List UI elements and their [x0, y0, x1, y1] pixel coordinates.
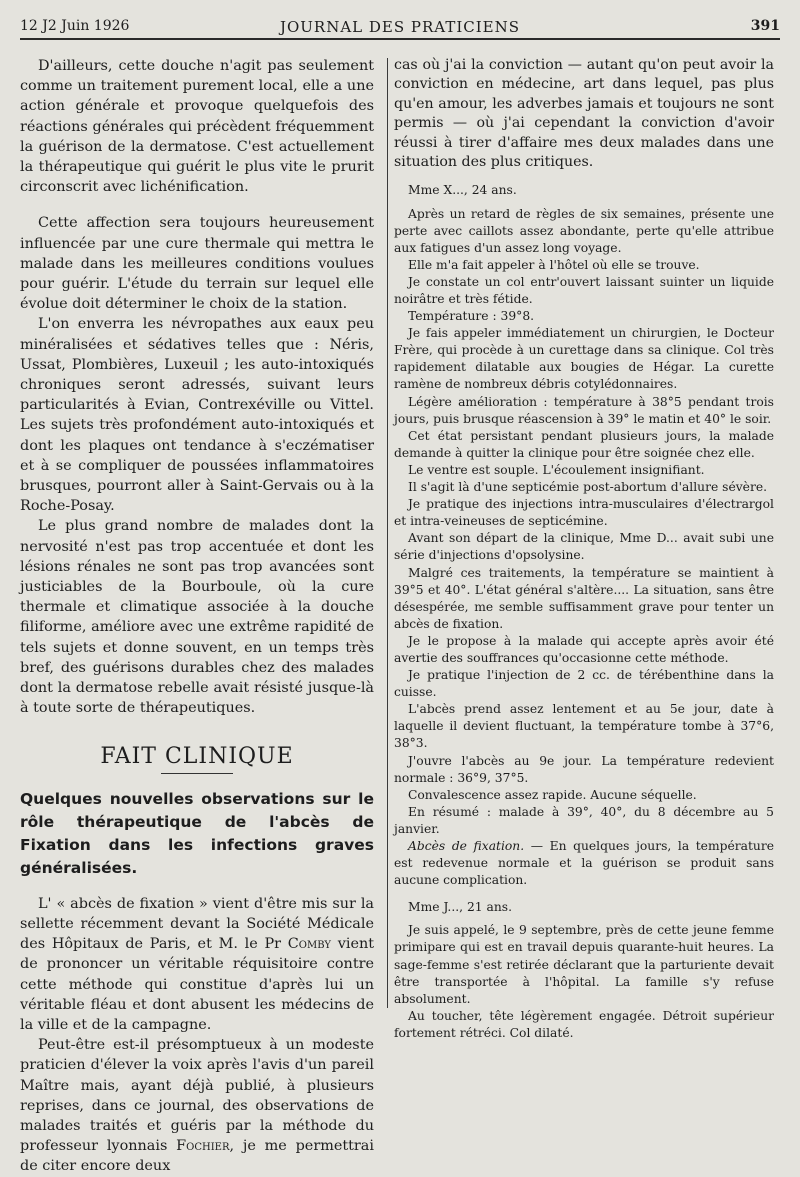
- paragraph: Je constate un col entr'ouvert laissant suinter un liquide noirâtre et très fétide.: [394, 274, 774, 306]
- paragraph: Température : 39°8.: [408, 309, 535, 324]
- section-heading: FAIT CLINIQUE: [100, 743, 294, 769]
- section-rule: [161, 773, 233, 774]
- page-number: 391: [750, 18, 780, 34]
- paragraph: Avant son départ de la clinique, Mme D... avait subi une série d'injections d'opsolysine.: [394, 531, 774, 563]
- paragraph: Après un retard de règles de six semaines, présente une perte avec caillots assez abondante, perte qu'elle attribue aux fatigues d'un assez long voyage.: [394, 206, 774, 255]
- paragraph: Cet état persistant pendant plusieurs jours, la malade demande à quitter la clinique pour être soignée chez elle.: [394, 428, 774, 460]
- paragraph: Malgré ces traitements, la température se maintient à 39°5 et 40°. L'état général s'altère.... La situation, sans être désespérée, me semble suffisamment grave pour tenter un abcès de fixation.: [394, 565, 774, 631]
- header-date: 12 J2 Juin 1926: [20, 18, 130, 34]
- paragraph: Je suis appelé, le 9 septembre, près de cette jeune femme primipare qui est en travail depuis quarante-huit heures. La sage-femme s'est retirée déclarant que la parturiente devait être transportée à l'hôpital. La famille s'y refuse absolument.: [394, 923, 774, 1006]
- paragraph: Abcès de fixation. — En quelques jours, la température est redevenue normale et la guérison se produit sans aucune complication.: [394, 839, 774, 888]
- paragraph: Je pratique des injections intra-musculaires d'électrargol et intra-veineuses de septicémine.: [394, 497, 774, 529]
- paragraph: Il s'agit là d'une septicémie post-abortum d'allure sévère.: [408, 480, 768, 495]
- paragraph: D'ailleurs, cette douche n'agit pas seulement comme un traitement purement local, elle a une action générale et provoque quelquefois des réactions générales qui précèdent fréquemment la guérison de la dermatose. C'est actuellement la thérapeutique qui guérit le plus vite le prurit circonscrit avec lichénification.: [20, 58, 374, 196]
- paragraph: Le plus grand nombre de malades dont la nervosité n'est pas trop accentuée et dont les lésions rénales ne sont pas trop avancées sont justiciables de la Bourboule, où la cure thermale et climatique associée à la douche filiforme, améliore avec une extrême rapidité de tels sujets et donne souvent, en un temps très bref, des guérisons durables chez des malades dont la dermatose rebelle avait résisté jusque-là à toute sorte de thérapeutiques.: [20, 518, 374, 717]
- journal-title: JOURNAL DES PRATICIENS: [279, 18, 521, 36]
- paragraph: Au toucher, tête légèrement engagée. Détroit supérieur fortement rétréci. Col dilaté.: [394, 1008, 774, 1040]
- paragraph: Je fais appeler immédiatement un chirurgien, le Docteur Frère, qui procède à un curettage dans sa clinique. Col très rapidement dilatable aux bougies de Hégar. La curette ramène de nombreux débris cotylédonnaires.: [394, 326, 774, 392]
- paragraph: J'ouvre l'abcès au 9e jour. La température redevient normale : 36°9, 37°5.: [394, 753, 774, 785]
- case-heading: Mme X..., 24 ans.: [408, 183, 517, 198]
- author-name: Comby: [287, 936, 331, 953]
- paragraph: En résumé : malade à 39°, 40°, du 8 décembre au 5 janvier.: [394, 804, 774, 836]
- paragraph: Le ventre est souple. L'écoulement insignifiant.: [408, 462, 705, 477]
- article-title: Quelques nouvelles observations sur le rôle thérapeutique de l'abcès de Fixation dans les infections graves généralisées.: [20, 789, 374, 877]
- column-divider: [387, 58, 388, 1008]
- paragraph: Légère amélioration : température à 38°5 pendant trois jours, puis brusque réascension à 39° le matin et 40° le soir.: [394, 394, 774, 426]
- paragraph: Je pratique l'injection de 2 cc. de térébenthine dans la cuisse.: [394, 668, 774, 700]
- author-name: Fochier: [176, 1138, 230, 1155]
- paragraph: L'abcès prend assez lentement et au 5e jour, date à laquelle il devient fluctuant, la température tombe à 37°6, 38°3.: [394, 702, 774, 751]
- paragraph: Convalescence assez rapide. Aucune séquelle.: [408, 787, 697, 802]
- paragraph: Je le propose à la malade qui accepte après avoir été avertie des souffrances qu'occasionne cette méthode.: [394, 633, 774, 665]
- page-header: [20, 16, 780, 40]
- paragraph: cas où j'ai la conviction — autant qu'on peut avoir la conviction en médecine, art dans lequel, pas plus qu'en amour, les adverbes jamais et toujours ne sont permis — où j'ai cependant la conviction d'avoir réussi à tirer d'affaire mes deux malades dans une situation des plus critiques.: [394, 57, 774, 171]
- paragraph: L' « abcès de fixation » vient d'être mis sur la sellette récemment devant la Société Médicale des Hôpitaux de Paris, et M. le Pr Comby vient de prononcer un véritable réquisitoire contre cette méthode qui constitue d'après lui un véritable fléau et dont abusent les médecins de la ville et de la campagne.: [20, 895, 375, 1033]
- left-column: [20, 56, 374, 1177]
- paragraph: L'on enverra les névropathes aux eaux peu minéralisées et sédatives telles que : Néris, Ussat, Plombières, Luxeuil ; les auto-intoxiqués chroniques seront adressés, suivant leurs particularités à Evian, Contrexéville ou Vittel. Les sujets très profondément auto-intoxiqués et dont les plaques ont tendance à s'eczématiser et à se compliquer de poussées inflammatoires brusques, pourront aller à Saint-Gervais ou à la Roche-Posay.: [20, 316, 374, 515]
- italic-label: Abcès de fixation.: [408, 839, 525, 853]
- paragraph: Peut-être est-il présomptueux à un modeste praticien d'élever la voix après l'avis d'un pareil Maître mais, ayant déjà publié, à plusieurs reprises, dans ce journal, des observations de malades traités et guéris par la méthode du professeur lyonnais Fochier, je me permettrai de citer encore deux: [20, 1037, 374, 1175]
- right-column: [394, 56, 774, 1042]
- paragraph: Cette affection sera toujours heureusement influencée par une cure thermale qui mettra le malade dans les meilleures conditions voulues pour guérir. L'étude du terrain sur lequel elle évolue doit déterminer le choix de la station.: [20, 215, 374, 313]
- paragraph: Elle m'a fait appeler à l'hôtel où elle se trouve.: [408, 257, 700, 272]
- case-heading: Mme J..., 21 ans.: [408, 900, 512, 915]
